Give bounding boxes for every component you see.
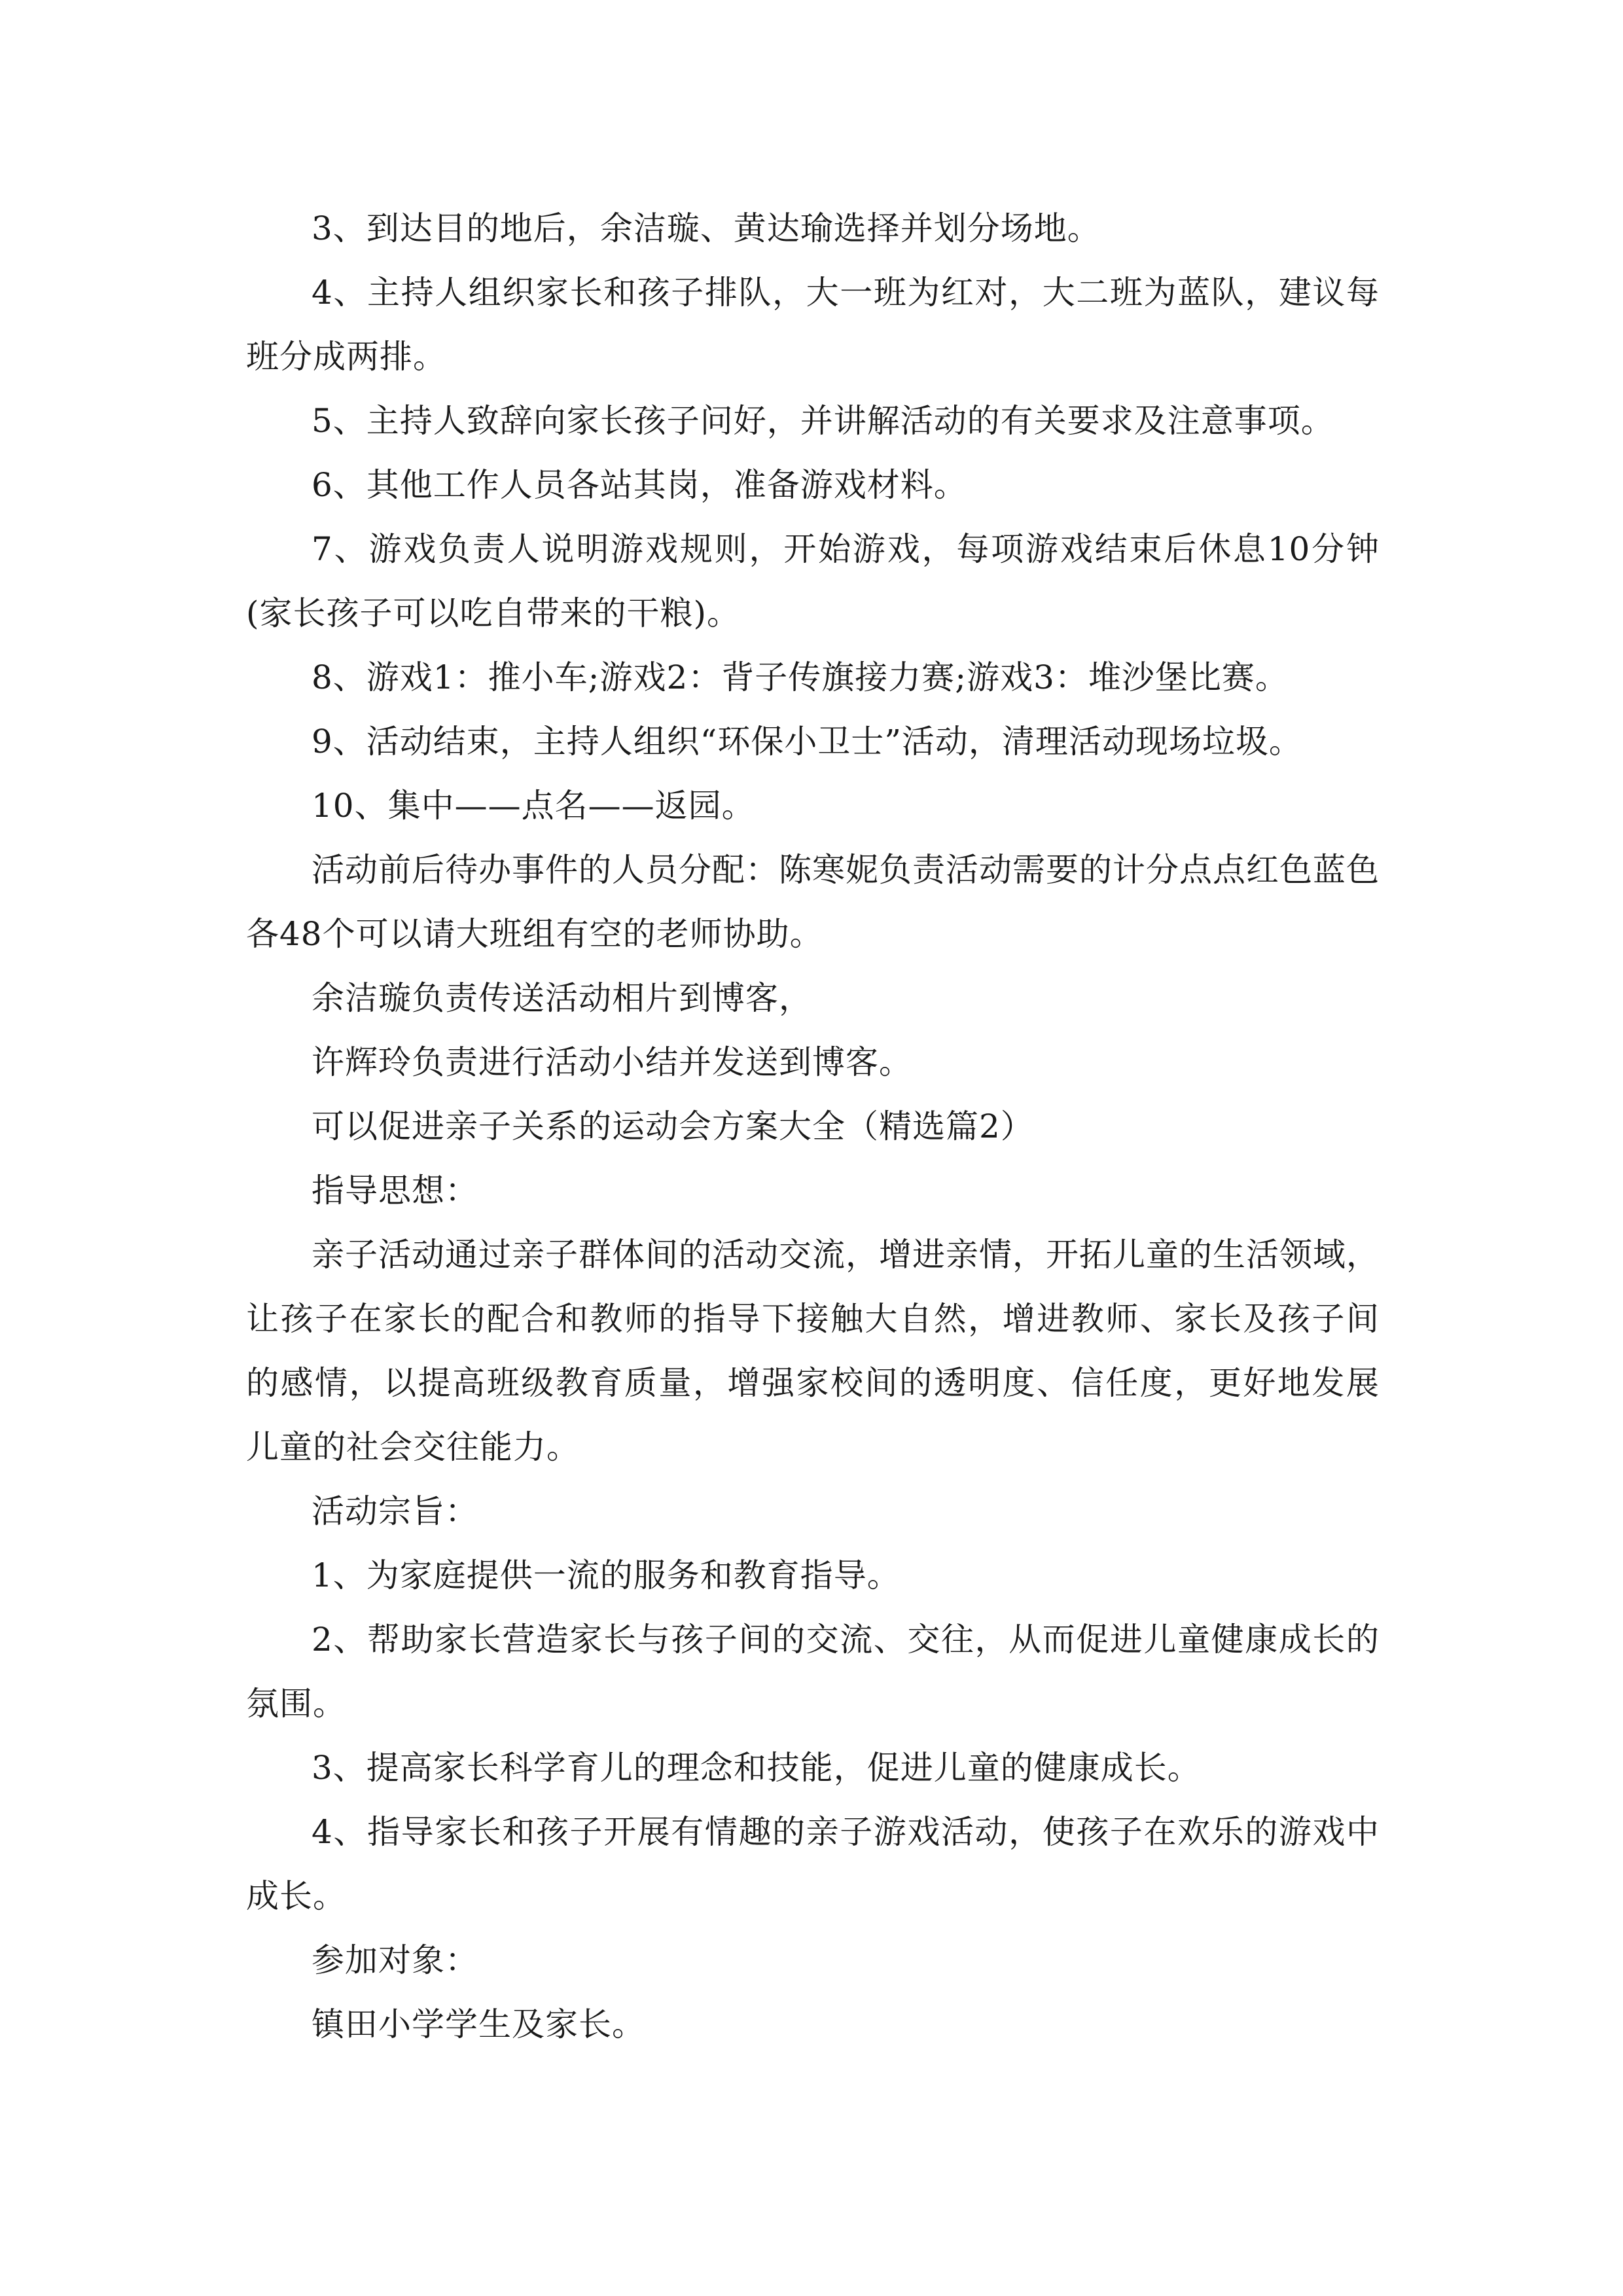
heading-guiding-ideology: 指导思想： (312, 1172, 478, 1210)
list-item-3: 3、到达目的地后，余洁璇、黄达瑜选择并划分场地。 (312, 209, 1101, 247)
list-item-8: 8、游戏1：推小车;游戏2：背子传旗接力赛;游戏3：堆沙堡比赛。 (312, 658, 1289, 696)
purpose-item-2: 2、帮助家长营造家长与孩子间的交流、交往，从而促进儿童健康成长的氛围。 (246, 1621, 1380, 1723)
heading-activity-purpose: 活动宗旨： (312, 1492, 478, 1530)
list-item-9: 9、活动结束，主持人组织“环保小卫士”活动，清理活动现场垃圾。 (312, 723, 1302, 761)
section-title: 可以促进亲子关系的运动会方案大全（精选篇2） (312, 1107, 1034, 1145)
staff-assignment-summary: 许辉玲负责进行活动小结并发送到博客。 (312, 1043, 912, 1081)
document-body (246, 196, 1380, 2056)
list-item-4: 4、主持人组织家长和孩子排队，大一班为红对，大二班为蓝队，建议每班分成两排。 (246, 274, 1380, 376)
purpose-item-1: 1、为家庭提供一流的服务和教育指导。 (312, 1556, 901, 1594)
list-item-5: 5、主持人致辞向家长孩子问好，并讲解活动的有关要求及注意事项。 (312, 402, 1334, 440)
purpose-item-3: 3、提高家长科学育儿的理念和技能，促进儿童的健康成长。 (312, 1749, 1201, 1787)
staff-assignment-paragraph: 活动前后待办事件的人员分配：陈寒妮负责活动需要的计分点点红色蓝色各48个可以请大班组有空的老师协助。 (246, 851, 1380, 953)
staff-assignment-photos: 余洁璇负责传送活动相片到博客， (312, 979, 812, 1017)
participants-paragraph: 镇田小学学生及家长。 (312, 2005, 645, 2043)
purpose-item-4: 4、指导家长和孩子开展有情趣的亲子游戏活动，使孩子在欢乐的游戏中成长。 (246, 1813, 1380, 1915)
list-item-7: 7、游戏负责人说明游戏规则，开始游戏，每项游戏结束后休息10分钟(家长孩子可以吃自带来的干粮)。 (246, 530, 1380, 632)
list-item-6: 6、其他工作人员各站其岗，准备游戏材料。 (312, 466, 967, 504)
guiding-ideology-paragraph: 亲子活动通过亲子群体间的活动交流，增进亲情，开拓儿童的生活领域，让孩子在家长的配合和教师的指导下接触大自然，增进教师、家长及孩子间的感情，以提高班级教育质量，增强家校间的透明度、信任度，更好地发展儿童的社会交往能力。 (246, 1236, 1380, 1466)
heading-participants: 参加对象： (312, 1941, 478, 1979)
list-item-10: 10、集中——点名——返园。 (312, 787, 755, 825)
